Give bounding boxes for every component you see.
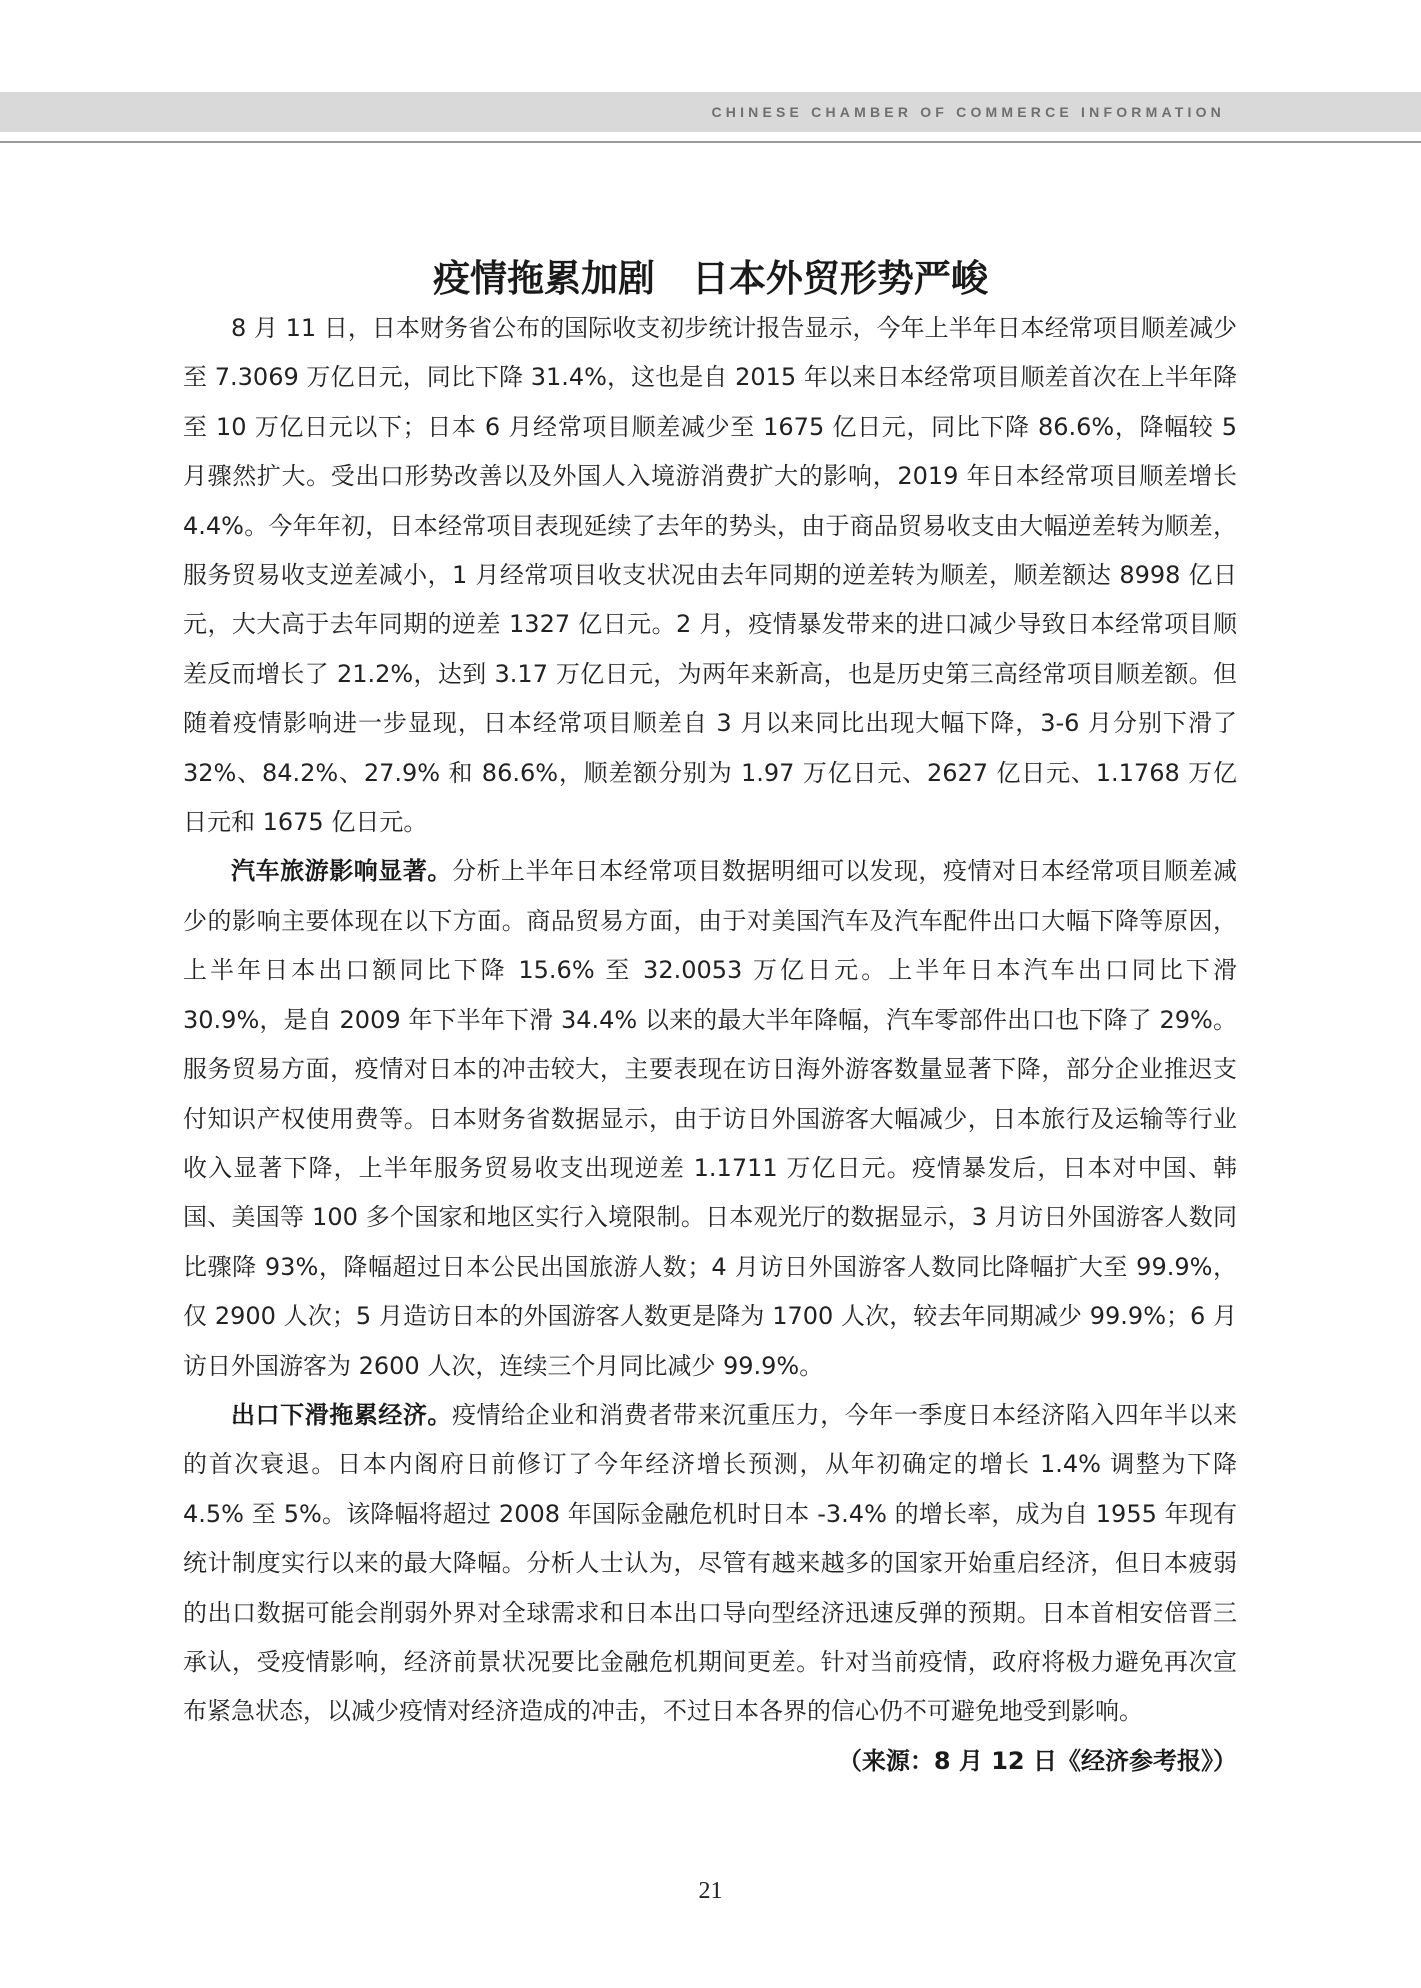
page-number: 21 bbox=[698, 1878, 723, 1904]
paragraph-3 bbox=[183, 1391, 1238, 1775]
paragraph-2 bbox=[183, 847, 1237, 1390]
source-citation: （来源：8 月 12 日《经济参考报》） bbox=[837, 1746, 1237, 1775]
paragraph-3-lead: 出口下滑拖累经济。 bbox=[231, 1400, 452, 1429]
header-banner-text: CHINESE CHAMBER OF COMMERCE INFORMATION bbox=[711, 104, 1225, 120]
article-body bbox=[183, 304, 1237, 1786]
paragraph-1-text: 8 月 11 日，日本财务省公布的国际收支初步统计报告显示，今年上半年日本经常项目顺差减少至 7.3069 万亿日元，同比下降 31.4%，这也是自 2015 年以来日本经常项目顺差首次在上半年降至 10 万亿日元以下；日本 6 月经常项目顺差减少至 1675 亿日元，同比下降 86.6%，降幅较 5 月骤然扩大。受出口形势改善以及外国人入境游消费扩大的影响，2019 年日本经常项目顺差增长 4.4%。今年年初，日本经常项目表现延续了去年的势头，由于商品贸易收支由大幅逆差转为顺差，服务贸易收支逆差减小，1 月经常项目收支状况由去年同期的逆差转为顺差，顺差额达 8998 亿日元，大大高于去年同期的逆差 1327 亿日元。2 月，疫情暴发带来的进口减少导致日本经常项目顺差反而增长了 21.2%，达到 3.17 万亿日元，为两年来新高，也是历史第三高经常项目顺差额。但随着疫情影响进一步显现，日本经常项目顺差自 3 月以来同比出现大幅下降，3-6 月分别下滑了 32%、84.2%、27.9% 和 86.6%，顺差额分别为 1.97 万亿日元、2627 亿日元、1.1768 万亿日元和 1675 亿日元。 bbox=[183, 314, 1237, 837]
paragraph-3-text: 疫情给企业和消费者带来沉重压力，今年一季度日本经济陷入四年半以来的首次衰退。日本内阁府日前修订了今年经济增长预测，从年初确定的增长 1.4% 调整为下降 4.5% 至 5%。该降幅将超过 2008 年国际金融危机时日本 -3.4% 的增长率，成为自 1955 年现有统计制度实行以来的最大降幅。分析人士认为，尽管有越来越多的国家开始重启经济，但日本疲弱的出口数据可能会削弱外界对全球需求和日本出口导向型经济迅速反弹的预期。日本首相安倍晋三承认，受疫情影响，经济前景状况要比金融危机期间更差。针对当前疫情，政府将极力避免再次宣布紧急状态，以减少疫情对经济造成的冲击，不过日本各界的信心仍不可避免地受到影响。 bbox=[183, 1400, 1238, 1726]
paragraph-2-text: 分析上半年日本经常项目数据明细可以发现，疫情对日本经常项目顺差减少的影响主要体现在以下方面。商品贸易方面，由于对美国汽车及汽车配件出口大幅下降等原因，上半年日本出口额同比下降 15.6% 至 32.0053 万亿日元。上半年日本汽车出口同比下滑 30.9%，是自 2009 年下半年下滑 34.4% 以来的最大半年降幅，汽车零部件出口也下降了 29%。服务贸易方面，疫情对日本的冲击较大，主要表现在访日海外游客数量显著下降，部分企业推迟支付知识产权使用费等。日本财务省数据显示，由于访日外国游客大幅减少，日本旅行及运输等行业收入显著下降，上半年服务贸易收支出现逆差 1.1711 万亿日元。疫情暴发后，日本对中国、韩国、美国等 100 多个国家和地区实行入境限制。日本观光厅的数据显示，3 月访日外国游客人数同比骤降 93%，降幅超过日本公民出国旅游人数；4 月访日外国游客人数同比降幅扩大至 99.9%，仅 2900 人次；5 月造访日本的外国游客人数更是降为 1700 人次，较去年同期减少 99.9%；6 月访日外国游客为 2600 人次，连续三个月同比减少 99.9%。 bbox=[183, 857, 1238, 1380]
paragraph-1 bbox=[183, 304, 1237, 847]
paragraph-2-lead: 汽车旅游影响显著。 bbox=[231, 857, 452, 886]
article-title: 疫情拖累加剧 日本外贸形势严峻 bbox=[433, 256, 988, 300]
header-rule bbox=[0, 141, 1421, 143]
